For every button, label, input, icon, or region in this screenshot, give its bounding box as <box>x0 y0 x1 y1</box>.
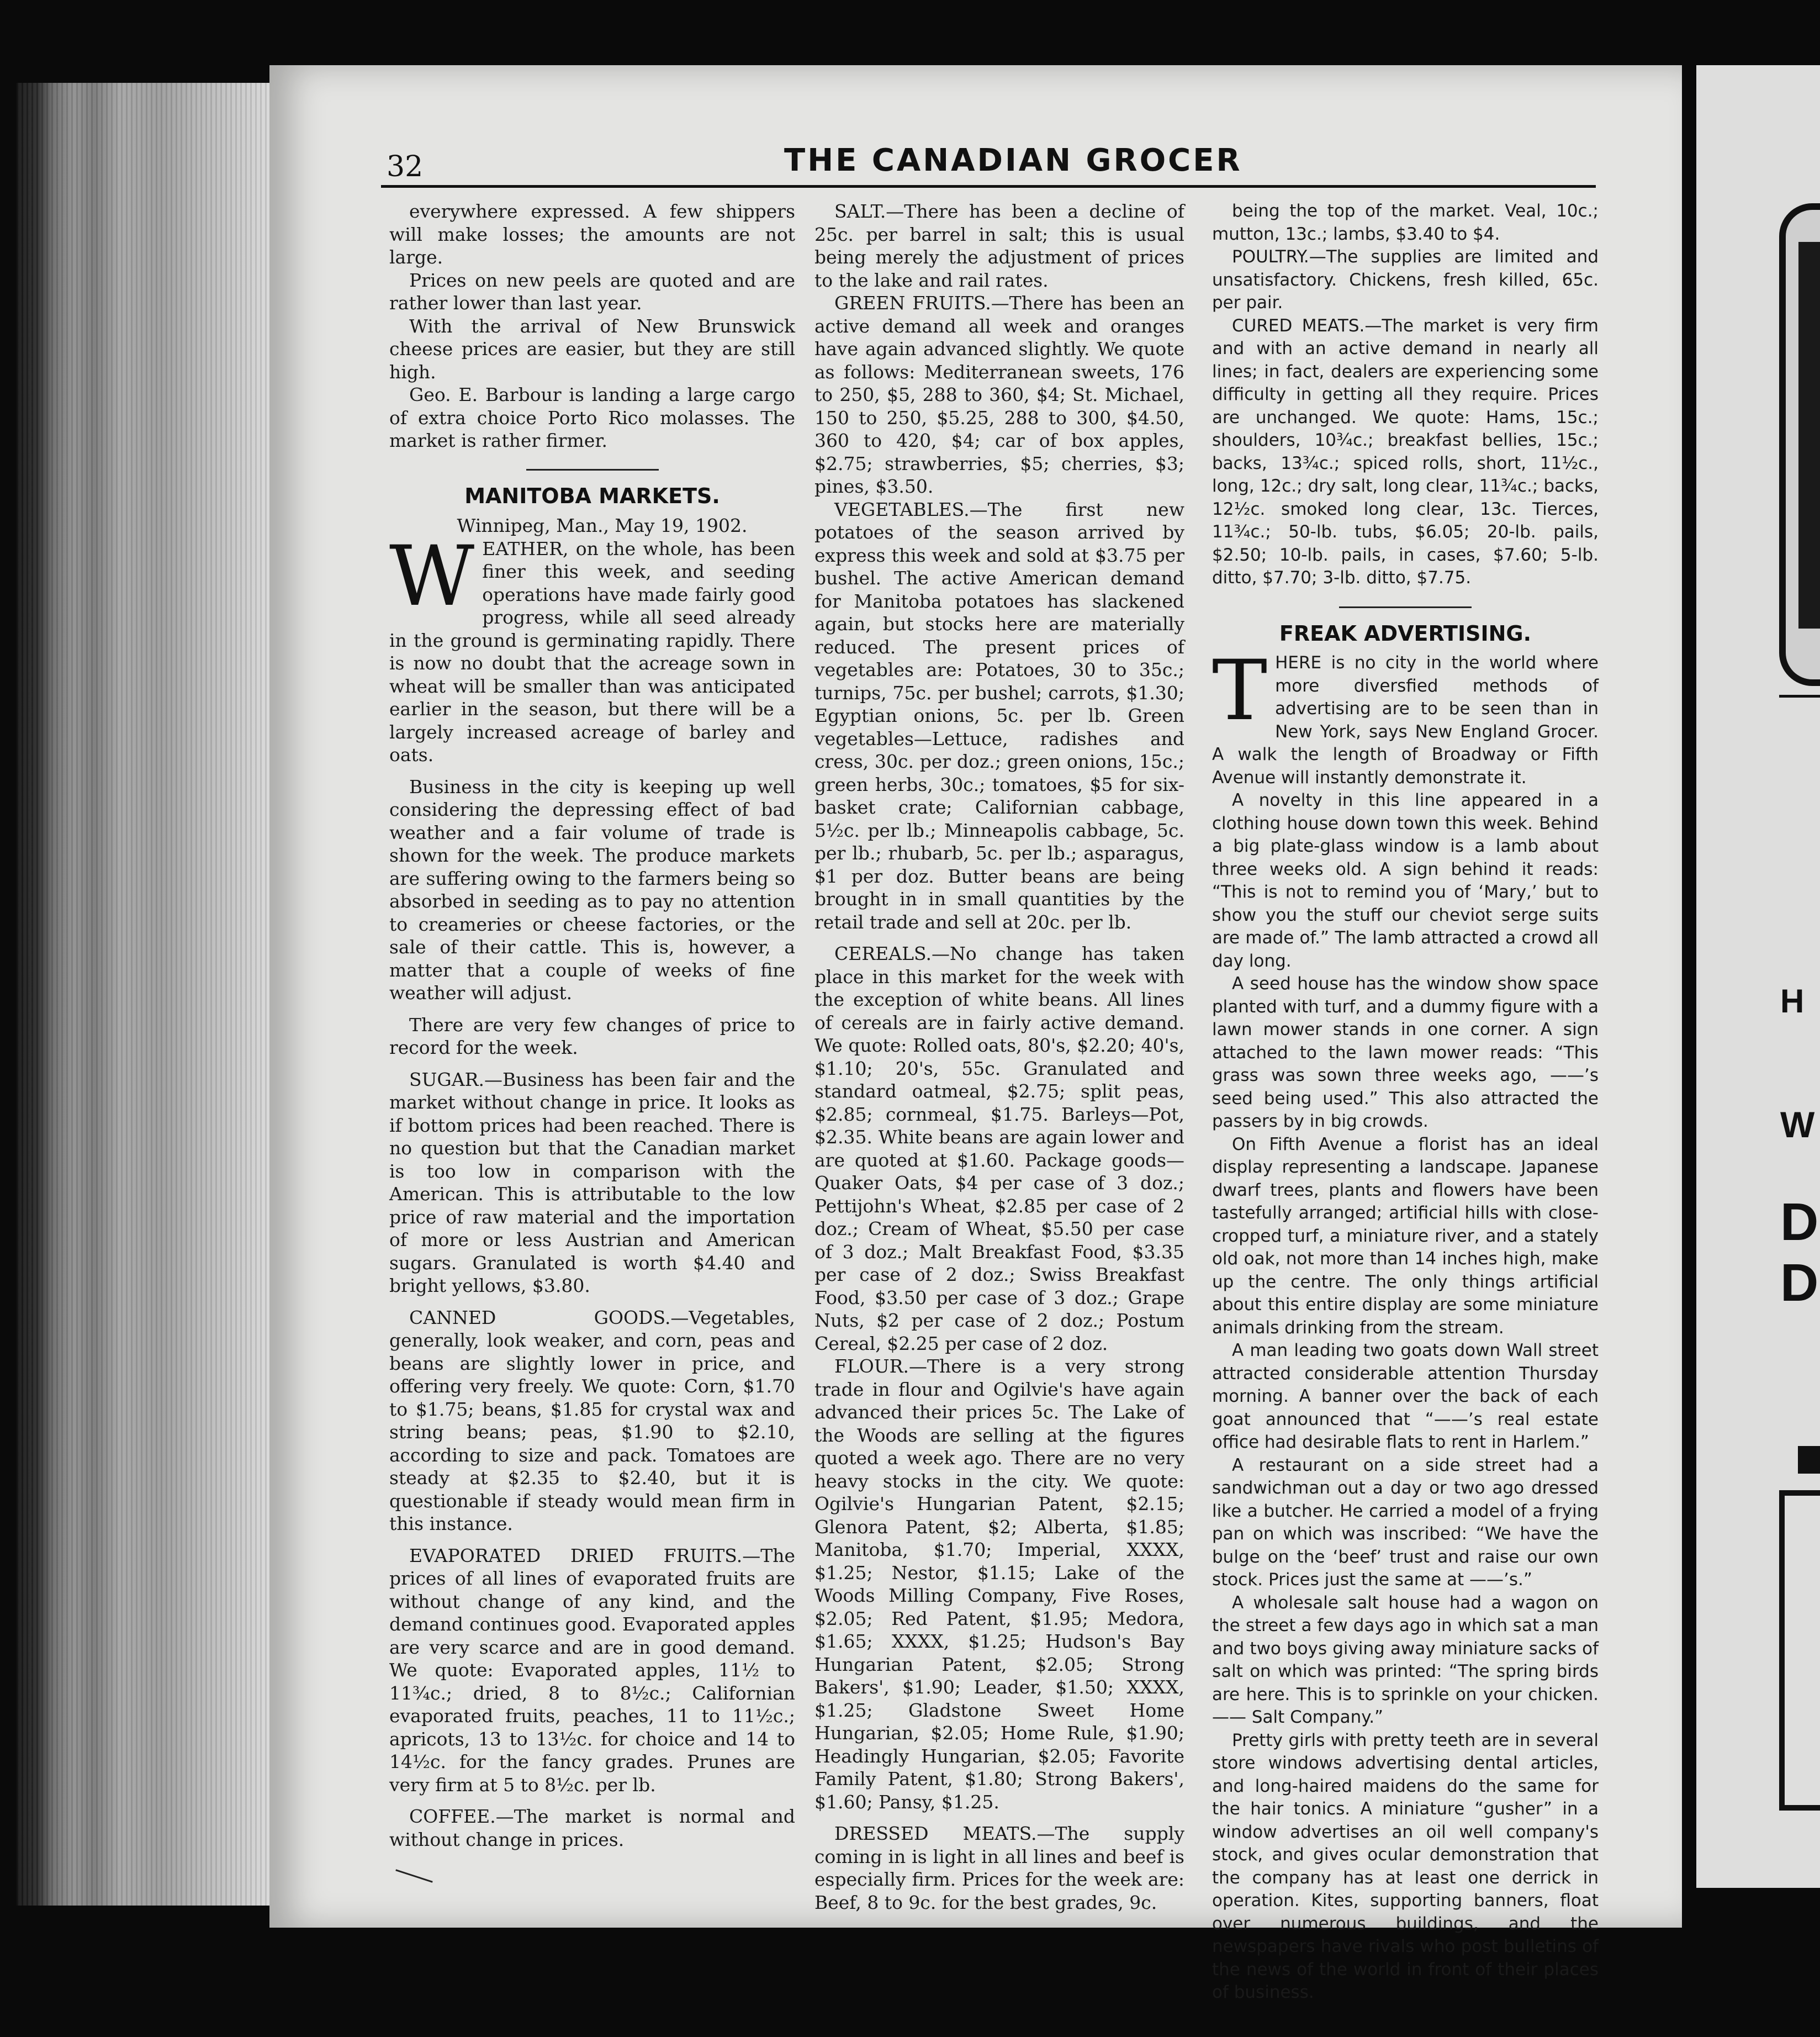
fragment-letter-2: W <box>1780 1104 1815 1145</box>
paragraph: A restaurant on a side street had a sandwichman out a day or two ago dressed like a butcher. He carried a model of a frying pan on which was inscribed: “We have the bulge on the ‘beef’ trust and raise our own stock. Prices just the same at ——’s.” <box>1212 1455 1599 1590</box>
paragraph: GREEN FRUITS.—There has been an active demand all week and oranges have again advanced slightly. We quote as follows: Mediterranean sweets, 176 to 250, $5, 288 to 360, $4; St. Michael, 150 to 250, $5.25, 288 to 300, $4.50, 360 to 420, $4; car of box apples, $2.75; strawberries, $5; cherries, $3; pines, $3.50. <box>814 292 1184 497</box>
paragraph: everywhere expressed. A few shippers will make losses; the amounts are not large. <box>389 200 795 268</box>
fragment-letter-4: D <box>1780 1253 1819 1312</box>
can-label-shading <box>1798 242 1820 629</box>
drop-cap: W <box>389 528 475 625</box>
book-page-edges <box>17 83 276 1906</box>
paragraph: COFFEE.—The market is normal and without change in prices. <box>389 1806 795 1850</box>
paragraph: A seed house has the window show space planted with turf, and a dummy figure with a lawn mower stands in one corner. A sign attached to the lawn mower reads: “This grass was sown three weeks ago, ——’s seed being used.” This also attracted the passers by in big crowds. <box>1212 974 1599 1131</box>
paragraph: EVAPORATED DRIED FRUITS.—The prices of all lines of evaporated fruits are without change of any kind, and the demand continues good. Evaporated apples are very scarce and are in good demand. We quote: Evaporated apples, 11½ to 11¾c.; dried, 8 to 8½c.; Californian evaporated fruits, peaches, 11 to 11½c.; apricots, 13 to 13½c. for choice and 14 to 14½c. for the fancy grades. Prunes are very firm at 5 to 8½c. per lb. <box>389 1544 795 1796</box>
adjacent-page-fragment <box>1696 65 1820 1888</box>
paragraph: Geo. E. Barbour is landing a large cargo of extra choice Porto Rico molasses. The market is rather firmer. <box>389 384 795 451</box>
paragraph: VEGETABLES.—The first new potatoes of the season arrived by express this week and sold at $3.75 per bushel. The active American demand for Manitoba potatoes has slackened again, but stocks here are materially reduced. The present prices of vegetables are: Potatoes, 30 to 35c.; turnips, 75c. per bushel; carrots, $1.30; Egyptian onions, 5c. per lb. Green vegetables—Lettuce, radishes and cress, 30c. per doz.; green onions, 15c.; green herbs, 30c.; tomatoes, $5 for six-basket crate; Californian cabbage, 5½c. per lb.; Minneapolis cabbage, 5c. per lb.; rhubarb, 5c. per lb.; asparagus, $1 per doz. Butter beans are being brought in in small quantities by the retail trade and sell at 20c. per lb. <box>814 498 1184 933</box>
paragraph: There are very few changes of price to record for the week. <box>389 1014 795 1058</box>
paragraph: A novelty in this line appeared in a clothing house down town this week. Behind a big plate-glass window is a lamb about three weeks old. A sign behind it reads: “This is not to remind you of ‘Mary,’ but to show you the stuff our cheviot serge suits are made of.” The lamb attracted a crowd all day long. <box>1212 790 1599 971</box>
paragraph: POULTRY.—The supplies are limited and unsatisfactory. Chickens, fresh killed, 65c. per pair. <box>1212 247 1599 313</box>
dateline: Winnipeg, Man., May 19, 1902. <box>457 515 748 536</box>
paragraph: CEREALS.—No change has taken place in this market for the week with the exception of white beans. All lines of cereals are in fairly active demand. We quote: Rolled oats, 80's, $2.20; 40's, $1.10; 20's, 55c. Granulated and standard oatmeal, $2.75; split peas, $2.85; cornmeal, $1.75. Barleys—Pot, $2.35. White beans are again lower and are quoted at $1.60. Package goods—Quaker Oats, $4 per case of 3 doz.; Pettijohn's Wheat, $2.85 per case of 2 doz.; Cream of Wheat, $5.50 per case of 3 doz.; Malt Breakfast Food, $3.35 per case of 2 doz.; Swiss Breakfast Food, $3.50 per case of 3 doz.; Grape Nuts, $2 per case of 2 doz.; Postum Cereal, $2.25 per case of 2 doz. <box>814 943 1184 1354</box>
page-number: 32 <box>387 150 424 183</box>
divider-rule <box>1779 695 1820 698</box>
section-divider <box>1339 606 1472 608</box>
lead-paragraph <box>389 528 795 767</box>
article-headline: MANITOBA MARKETS. <box>464 483 720 508</box>
lead-text: HERE is no city in the world where more diversfied methods of advertising are to be seen than in New York, says New England Grocer. A walk the length of Broadway or Fifth Avenue will instantly demonstrate it. <box>1212 653 1599 788</box>
drop-cap: T <box>1212 643 1268 739</box>
fragment-letter-1: H <box>1780 983 1805 1020</box>
paragraph: With the arrival of New Brunswick cheese prices are easier, but they are still high. <box>389 315 795 383</box>
lead-paragraph <box>1212 643 1599 789</box>
paragraph: SALT.—There has been a decline of 25c. per barrel in salt; this is usual being merely the adjustment of prices to the lake and rail rates. <box>814 200 1184 291</box>
paragraph: CURED MEATS.—The market is very firm and with an active demand in nearly all lines; in fact, dealers are experiencing some difficulty in getting all they require. Prices are unchanged. We quote: Hams, 15c.; shoulders, 10¾c.; breakfast bellies, 15c.; backs, 13¾c.; spiced rolls, short, 11½c., long, 12c.; dry salt, long clear, 11¾c.; backs, 12½c. smoked long clear, 13c. Tierces, 11¾c.; 50-lb. tubs, $6.05; 20-lb. pails, $2.50; 10-lb. pails, in cases, $7.60; 5-lb. ditto, $7.70; 3-lb. ditto, $7.75. <box>1212 315 1599 588</box>
paragraph: being the top of the market. Veal, 10c.; mutton, 13c.; lambs, $3.40 to $4. <box>1212 201 1599 244</box>
article-headline: FREAK ADVERTISING. <box>1279 621 1532 646</box>
paragraph: FLOUR.—There is a very strong trade in flour and Ogilvie's have again advanced their prices 5c. The Lake of the Woods are selling at the figures quoted a week ago. There are no very heavy stocks in the city. We quote: Ogilvie's Hungarian Patent, $2.15; Glenora Patent, $2; Alberta, $1.85; Manitoba, $1.70; Imperial, XXXX, $1.25; Nestor, $1.15; Lake of the Woods Milling Company, Five Roses, $2.05; Red Patent, $1.95; Medora, $1.65; XXXX, $1.25; Hudson's Bay Hungarian Patent, $2.05; Strong Bakers', $1.90; Leader, $1.50; XXXX, $1.25; Gladstone Sweet Home Hungarian, $2.05; Home Rule, $1.90; Headingly Hungarian, $2.05; Favorite Family Patent, $1.80; Strong Bakers', $1.60; Pansy, $1.25. <box>814 1355 1184 1813</box>
column-1 <box>389 200 795 1851</box>
paragraph: DRESSED MEATS.—The supply coming in is light in all lines and beef is especially firm. Prices for the week are: Beef, 8 to 9c. for the best grades, 9c. <box>814 1823 1184 1913</box>
section-divider <box>526 469 659 471</box>
paragraph: CANNED GOODS.—Vegetables, generally, look weaker, and corn, peas and beans are slightly lower in price, and offering very freely. We quote: Corn, $1.70 to $1.75; beans, $1.85 for crystal wax and string beans; peas, $1.90 to $2.10, according to size and pack. Tomatoes are steady at $2.35 to $2.40, but it is questionable if steady would mean firm in this instance. <box>389 1306 795 1534</box>
paragraph: On Fifth Avenue a florist has an ideal display representing a landscape. Japanese dwarf trees, plants and flowers have been tastefully arranged; artificial hills with close-cropped turf, a miniature river, and a stately old oak, not more than 14 inches high, make up the centre. The only things artificial about this entire display are some miniature animals drinking from the stream. <box>1212 1134 1599 1338</box>
paragraph: Pretty girls with pretty teeth are in several store windows advertising dental articles, and long-haired maidens do the same for the hair tonics. A miniature “gusher” in a window advertises an oil well company's stock, and gives ocular demonstration that the company has at least one derrick in operation. Kites, supporting banners, float over numerous buildings, and the newspapers have rivals who post bulletins of the news of the world in front of their places of business. <box>1212 1730 1599 2002</box>
masthead-title: THE CANADIAN GROCER <box>784 143 1242 178</box>
lead-text: EATHER, on the whole, has been finer this week, and seeding operations have made fairly good progress, while all seed already in the ground is germinating rapidly. There is now no doubt that the acreage sown in wheat will be smaller than was anticipated earlier in the season, but there will be a largely increased acreage of barley and oats. <box>389 537 795 766</box>
fragment-letter-3: D <box>1780 1192 1819 1252</box>
column-3 <box>1212 200 1599 2004</box>
paragraph: A wholesale salt house had a wagon on the street a few days ago in which sat a man and two boys giving away miniature sacks of salt on which was printed: “The spring birds are here. This is to sprinkle on your chicken. —— Salt Company.” <box>1212 1592 1599 1727</box>
paragraph: Business in the city is keeping up well considering the depressing effect of bad weather and a fair volume of trade is shown for the week. The produce markets are suffering owing to the farmers being so absorbed in seeding as to pay no attention to creameries or cheese factories, or the sale of their cattle. This is, however, a matter that a couple of weeks of fine weather will adjust. <box>389 775 795 1004</box>
fragment-box <box>1779 1490 1820 1811</box>
fragment-block <box>1798 1446 1820 1474</box>
paragraph: SUGAR.—Business has been fair and the market without change in price. It looks as if bottom prices had been reached. There is no question but that the Canadian market is too low in comparison with the American. This is attributable to the low price of raw material and the importation of more or less Austrian and American sugars. Granulated is worth $4.40 and bright yellows, $3.80. <box>389 1068 795 1296</box>
header-rule <box>381 185 1596 188</box>
paragraph: Prices on new peels are quoted and are rather lower than last year. <box>389 269 795 314</box>
column-2 <box>814 200 1184 1914</box>
paragraph: A man leading two goats down Wall street attracted considerable attention Thursday morning. A banner over the back of each goat announced that “——’s real estate office had desirable flats to rent in Harlem.” <box>1212 1341 1599 1452</box>
